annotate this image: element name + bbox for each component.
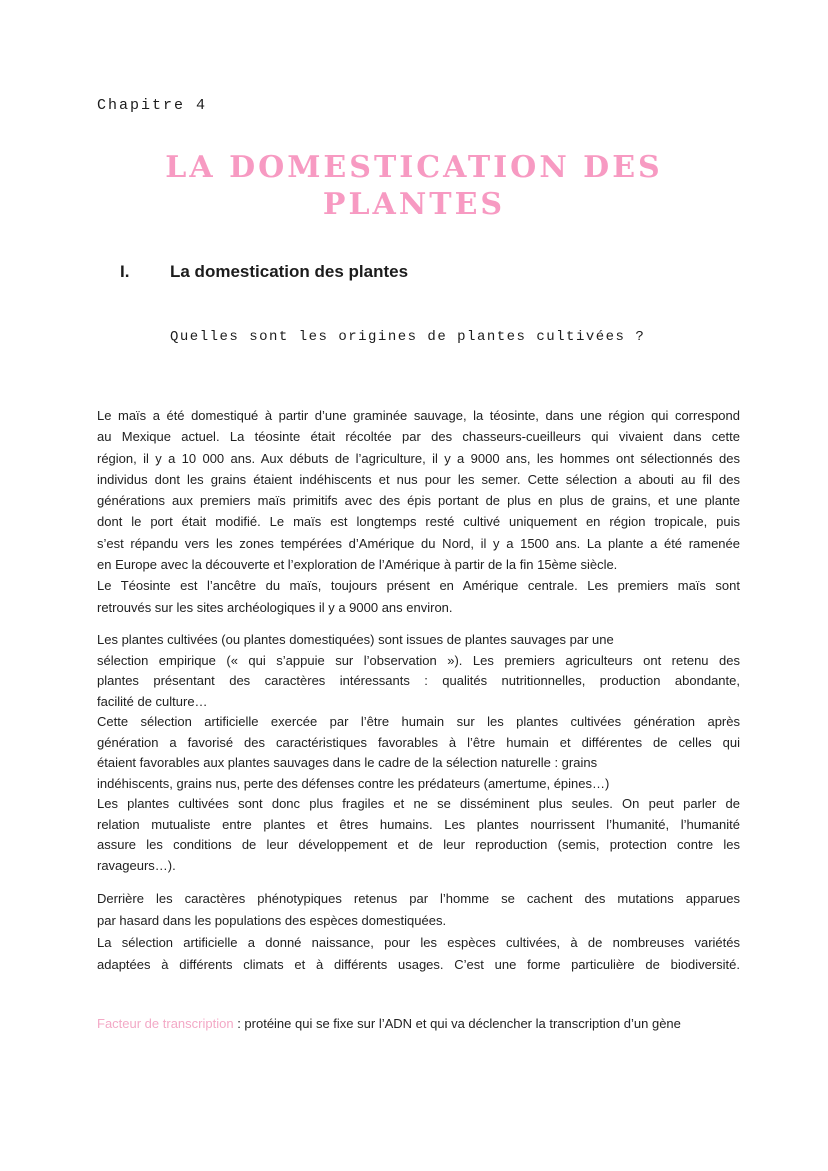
document-title — [0, 149, 828, 223]
text-line: plantes présentant des caractères intéressants : qualités nutritionnelles, production abondante, — [97, 673, 740, 688]
text-line: Les plantes cultivées (ou plantes domestiquées) sont issues de plantes sauvages par une — [97, 632, 614, 647]
text-line: Le Téosinte est l’ancêtre du maïs, toujours présent en Amérique centrale. Les premiers maïs sont — [97, 578, 740, 594]
text-line: s’est répandu vers les zones tempérées d’Amérique du Nord, il y a 1500 ans. La plante a été ramenée — [97, 535, 740, 551]
paragraph-mutations-varietes — [97, 888, 740, 976]
text-line: ravageurs…). — [97, 857, 176, 873]
text-line: relation mutualiste entre plantes et êtres humains. Les plantes nourrissent l’humanité, l’humanité — [97, 816, 740, 832]
chapter-label: Chapitre 4 — [97, 97, 208, 114]
text-line: en Europe avec la découverte et l’exploration de l’Amérique à partir de la fin 15ème siècle. — [97, 557, 618, 573]
text-line: générations aux premiers maïs primitifs avec des épis portant de plus en plus de grains, et une plante — [97, 493, 740, 509]
definition-term: Facteur de transcription — [97, 1016, 234, 1031]
text-line: facilité de culture… — [97, 693, 208, 709]
text-line: Les plantes cultivées sont donc plus fragiles et ne se disséminent plus seules. On peut parler de — [97, 796, 740, 811]
text-line: La sélection artificielle a donné naissance, pour les espèces cultivées, à de nombreuses variétés — [97, 935, 740, 950]
text-line: individus dont les grains étaient indéhiscents et nus pour les semer. Cette sélection a abouti au fil des — [97, 471, 740, 487]
text-line: étaient favorables aux plantes sauvages dans le cadre de la sélection naturelle : grains — [97, 755, 598, 770]
paragraph-selection-empirique — [97, 630, 740, 876]
text-line: dont le port était modifié. Le maïs est longtemps resté cultivé uniquement en région tropicale, puis — [97, 514, 740, 530]
definition-text: : protéine qui se fixe sur l’ADN et qui va déclencher la transcription d’un gène — [233, 1016, 681, 1031]
text-line: région, il y a 10 000 ans. Aux débuts de l’agriculture, il y a 9000 ans, les hommes ont sélectionnés des — [97, 450, 740, 466]
text-line: adaptées à différents climats et à différents usages. C’est une forme particulière de biodiversité. — [97, 957, 740, 972]
text-line: indéhiscents, grains nus, perte des défenses contre les prédateurs (amertume, épines…) — [97, 775, 610, 791]
text-line: au Mexique actuel. La téosinte était récoltée par des chasseurs-cueilleurs qui vivaient dans cette — [97, 429, 740, 445]
text-line: génération a favorisé des caractéristiques favorables à l’être humain et différentes de celles qui — [97, 734, 740, 750]
text-line: par hasard dans les populations des espèces domestiquées. — [97, 913, 447, 928]
paragraph-mais-teosinte — [97, 405, 740, 618]
definition-line — [97, 1016, 757, 1031]
text-line: retrouvés sur les sites archéologiques il y a 9000 ans environ. — [97, 599, 453, 615]
text-line: Derrière les caractères phénotypiques retenus par l’homme se cachent des mutations apparues — [97, 891, 740, 906]
text-line: assure les conditions de leur développement et de leur reproduction (semis, protection contre les — [97, 837, 740, 852]
document-title-line2: PLANTES — [322, 187, 506, 222]
section-number: I. — [120, 262, 130, 281]
section-title: La domestication des plantes — [170, 262, 409, 281]
document-title-line1: LA DOMESTICATION DES — [165, 150, 663, 185]
section-heading — [120, 262, 408, 282]
text-line: Cette sélection artificielle exercée par l’être humain sur les plantes cultivées génération après — [97, 714, 740, 729]
text-line: Le maïs a été domestiqué à partir d’une graminée sauvage, la téosinte, dans une région qui correspond — [97, 408, 740, 423]
text-line: sélection empirique (« qui s’appuie sur l’observation »). Les premiers agriculteurs ont retenu des — [97, 652, 740, 668]
question-line: Quelles sont les origines de plantes cultivées ? — [170, 329, 646, 345]
